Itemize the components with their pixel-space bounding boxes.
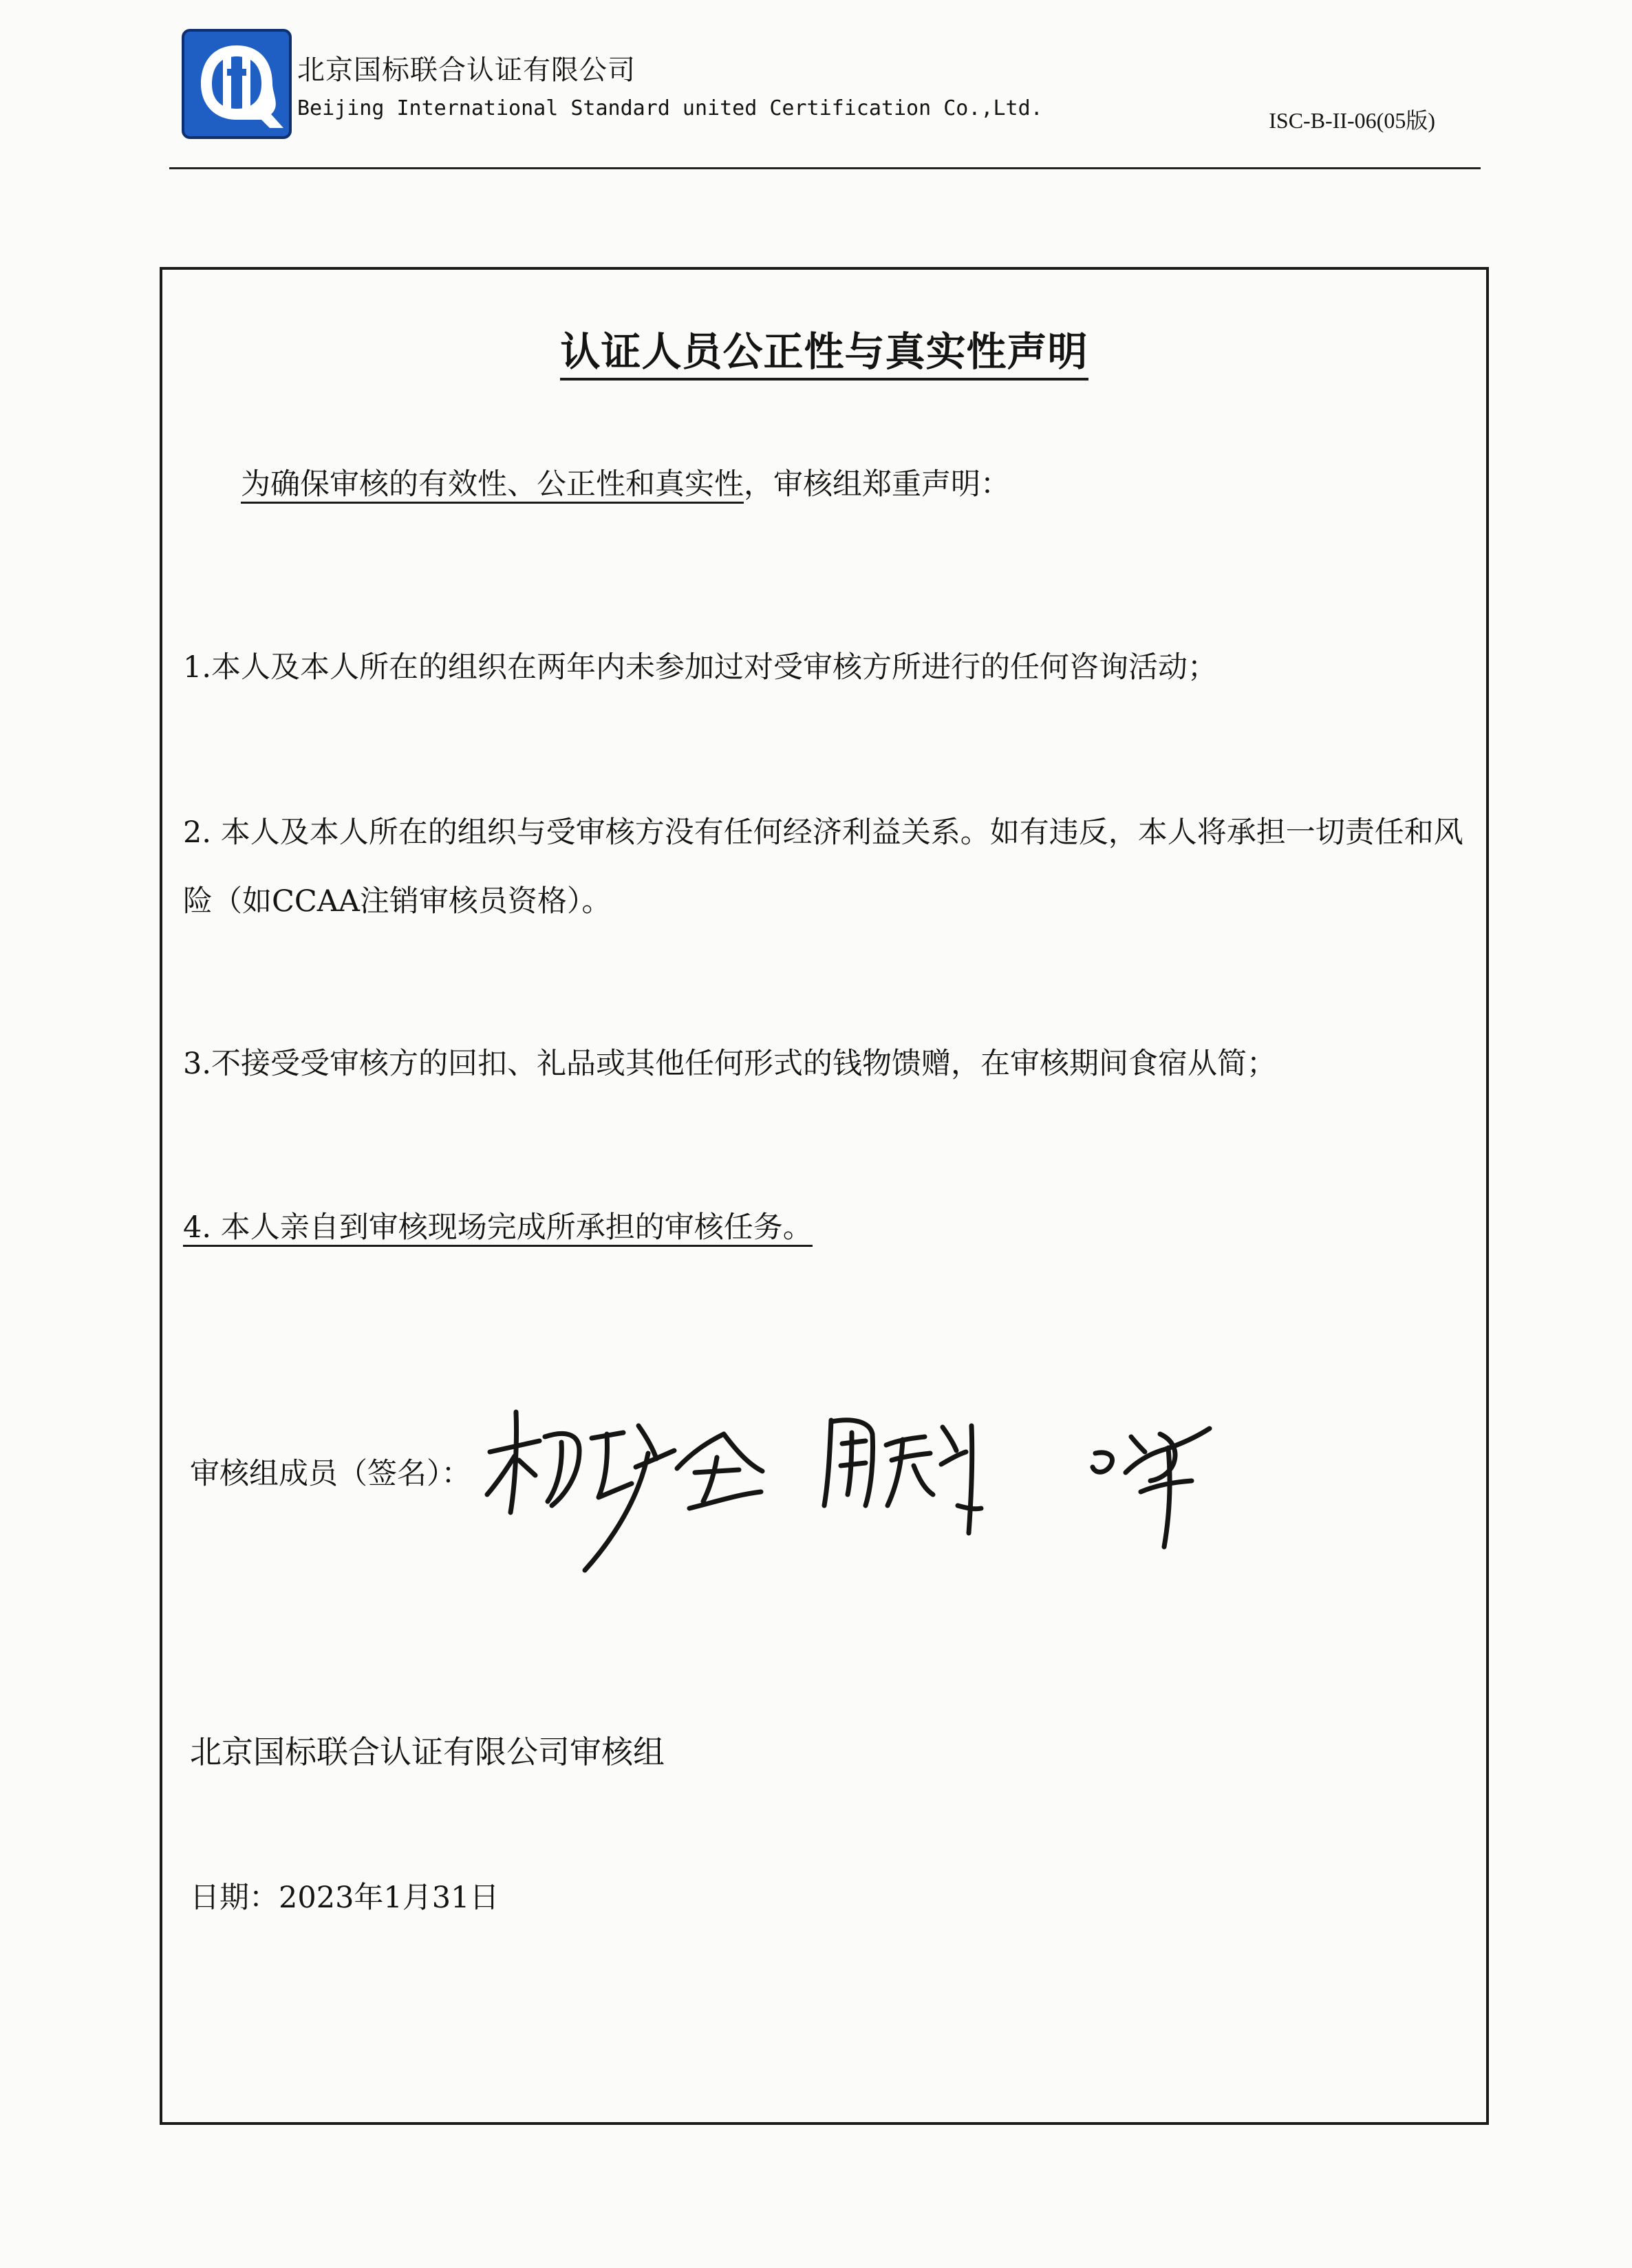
declaration-item-2: 2. 本人及本人所在的组织与受审核方没有任何经济利益关系。如有违反，本人将承担一切责任和风险（如CCAA注销审核员资格）。 (183, 815, 1463, 919)
signature-3 (1093, 1429, 1210, 1547)
signature-2 (824, 1420, 981, 1533)
declaration-item-4 (183, 1193, 1470, 1262)
form-code: ISC-B-II-06(05版) (1269, 108, 1435, 133)
signature-label: 审核组成员（签名）： (190, 1457, 471, 1491)
declaration-frame (160, 267, 1489, 2125)
intro-rest: ，审核组郑重声明： (744, 467, 1010, 502)
signature-1 (487, 1412, 762, 1570)
audit-team-org: 北京国标联合认证有限公司审核组 (190, 1733, 665, 1770)
signatures (476, 1384, 1302, 1591)
company-name-cn: 北京国标联合认证有限公司 (297, 54, 636, 86)
intro-paragraph (241, 450, 1527, 519)
header-divider (169, 167, 1481, 169)
company-name-en: Beijing International Standard united Certification Co.,Ltd. (297, 96, 1043, 120)
declaration-item-4-text: 4. 本人亲自到审核现场完成所承担的审核任务。 (183, 1210, 813, 1247)
document-title-text: 认证人员公正性与真实性声明 (560, 328, 1088, 381)
declaration-item-1: 1.本人及本人所在的组织在两年内未参加过对受审核方所进行的任何咨询活动； (183, 650, 1218, 685)
document-title (162, 319, 1486, 377)
company-logo-icon (180, 28, 293, 140)
intro-underlined: 为确保审核的有效性、公正性和真实性 (241, 467, 744, 504)
declaration-date: 日期：2023年1月31日 (190, 1881, 500, 1915)
declaration-item-3: 3.不接受受审核方的回扣、礼品或其他任何形式的钱物馈赠，在审核期间食宿从简； (183, 1047, 1277, 1081)
